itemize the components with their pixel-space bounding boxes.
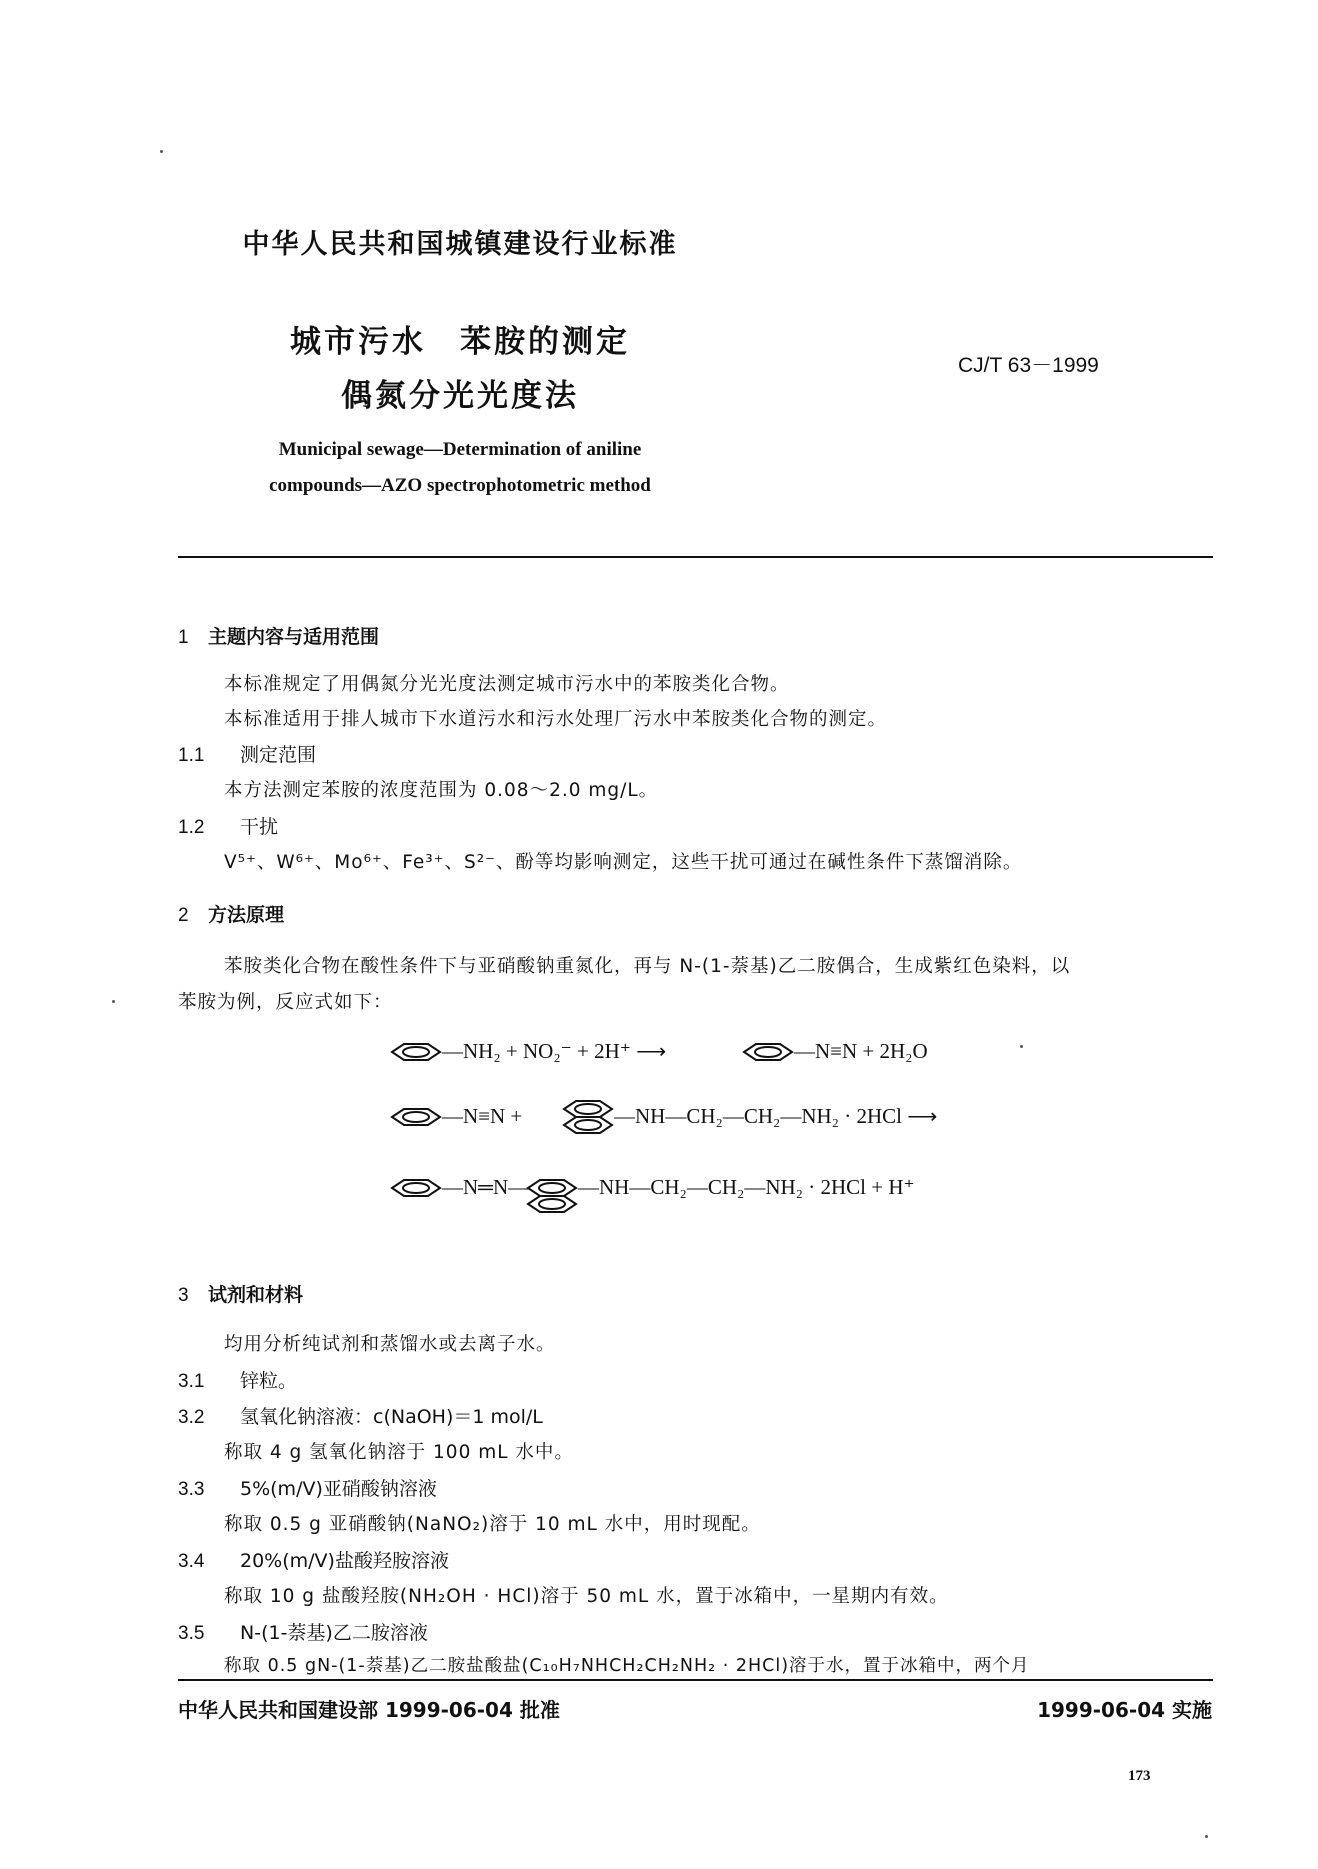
subsection-3-5-heading: [178, 1618, 428, 1645]
approval-date: 中华人民共和国建设部 1999-06-04 批准: [178, 1698, 560, 1722]
reaction-2-left: —N≡N +: [442, 1104, 523, 1128]
subsection-number: 1.1: [178, 745, 205, 766]
section-number: 3: [178, 1285, 189, 1306]
subsection-1-2-heading: [178, 812, 278, 839]
section-title: 方法原理: [208, 904, 285, 926]
implementation-date: 1999-06-04 实施: [1037, 1698, 1212, 1722]
section-title: 试剂和材料: [208, 1284, 304, 1306]
section-1-heading: [178, 622, 379, 649]
subsection-number: 3.1: [178, 1371, 205, 1392]
subsection-3-3-heading: [178, 1474, 437, 1501]
section-2-heading: [178, 900, 284, 927]
issuing-organization: 中华人民共和国城镇建设行业标准: [242, 229, 678, 260]
paragraph: 均用分析纯试剂和蒸馏水或去离子水。: [224, 1334, 556, 1355]
speck: [1205, 1835, 1208, 1838]
naphthalene-ring-icon: [564, 1101, 612, 1133]
speck: [160, 150, 163, 153]
header-divider: [178, 556, 1213, 558]
benzene-ring-icon: [744, 1044, 792, 1060]
section-title: 主题内容与适用范围: [208, 626, 380, 648]
subsection-3-2-heading: [178, 1402, 543, 1429]
speck: [1020, 1045, 1023, 1048]
paragraph: 苯胺类化合物在酸性条件下与亚硝酸钠重氮化，再与 N-(1-萘基)乙二胺偶合，生成紫红色染料，以: [224, 956, 1071, 977]
reaction-2-right: —NH—CH₂—CH₂—NH₂ · 2HCl ⟶: [614, 1104, 938, 1128]
section-3-heading: [178, 1280, 303, 1307]
subsection-number: 3.2: [178, 1407, 205, 1428]
reaction-3-right: —NH—CH₂—CH₂—NH₂ · 2HCl + H⁺: [578, 1175, 915, 1199]
title-line-2: 偶氮分光光度法: [341, 378, 579, 414]
subsection-title: 氢氧化钠溶液：c(NaOH)＝1 mol/L: [240, 1406, 543, 1428]
benzene-ring-icon: [392, 1109, 440, 1125]
section-number: 1: [178, 627, 189, 648]
subsection-number: 3.4: [178, 1551, 205, 1572]
page-number: 173: [1128, 1768, 1151, 1784]
paragraph: V⁵⁺、W⁶⁺、Mo⁶⁺、Fe³⁺、S²⁻、酚等均影响测定，这些干扰可通过在碱性条件下蒸馏消除。: [224, 852, 1023, 873]
paragraph: 称取 0.5 g 亚硝酸钠(NaNO₂)溶于 10 mL 水中，用时现配。: [224, 1514, 761, 1535]
subsection-number: 1.2: [178, 817, 205, 838]
subsection-3-1-heading: [178, 1366, 297, 1393]
reaction-3-left: —N═N—: [442, 1175, 530, 1199]
subsection-title: 测定范围: [240, 744, 317, 766]
subsection-number: 3.3: [178, 1479, 205, 1500]
benzene-ring-icon: [392, 1044, 440, 1060]
benzene-ring-icon: [392, 1180, 440, 1196]
subsection-title: 5%(m/V)亚硝酸钠溶液: [240, 1478, 437, 1500]
paragraph: 本标准规定了用偶氮分光光度法测定城市污水中的苯胺类化合物。: [224, 674, 790, 695]
subsection-1-1-heading: [178, 740, 316, 767]
subsection-3-4-heading: [178, 1546, 449, 1573]
speck: [112, 1000, 115, 1003]
english-title-line-1: Municipal sewage—Determination of aniline: [278, 439, 642, 460]
paragraph: 称取 4 g 氢氧化钠溶于 100 mL 水中。: [224, 1442, 574, 1463]
standard-code: CJ/T 63－1999: [958, 354, 1099, 377]
subsection-title: 干扰: [240, 816, 279, 838]
paragraph: 本方法测定苯胺的浓度范围为 0.08～2.0 mg/L。: [224, 780, 659, 801]
subsection-title: N-(1-萘基)乙二胺溶液: [240, 1622, 428, 1644]
reaction-1-right: —N≡N + 2H₂O: [794, 1039, 928, 1063]
section-number: 2: [178, 905, 189, 926]
paragraph: 称取 0.5 gN-(1-萘基)乙二胺盐酸盐(C₁₀H₇NHCH₂CH₂NH₂ · 2HCl)溶于水，置于冰箱中，两个月: [224, 1656, 1030, 1676]
naphthalene-ring-icon: [528, 1180, 576, 1212]
subsection-title: 20%(m/V)盐酸羟胺溶液: [240, 1550, 449, 1572]
footer-divider: [178, 1679, 1213, 1681]
title-line-1: 城市污水 苯胺的测定: [290, 324, 630, 360]
subsection-title: 锌粒。: [240, 1370, 298, 1392]
subsection-number: 3.5: [178, 1623, 205, 1644]
paragraph: 称取 10 g 盐酸羟胺(NH₂OH · HCl)溶于 50 mL 水，置于冰箱中，一星期内有效。: [224, 1586, 949, 1607]
paragraph: 本标准适用于排人城市下水道污水和污水处理厂污水中苯胺类化合物的测定。: [224, 709, 888, 730]
reaction-1-left: —NH₂ + NO₂⁻ + 2H⁺ ⟶: [442, 1039, 667, 1063]
paragraph: 苯胺为例，反应式如下：: [178, 992, 393, 1013]
english-title-line-2: compounds—AZO spectrophotometric method: [269, 475, 651, 496]
